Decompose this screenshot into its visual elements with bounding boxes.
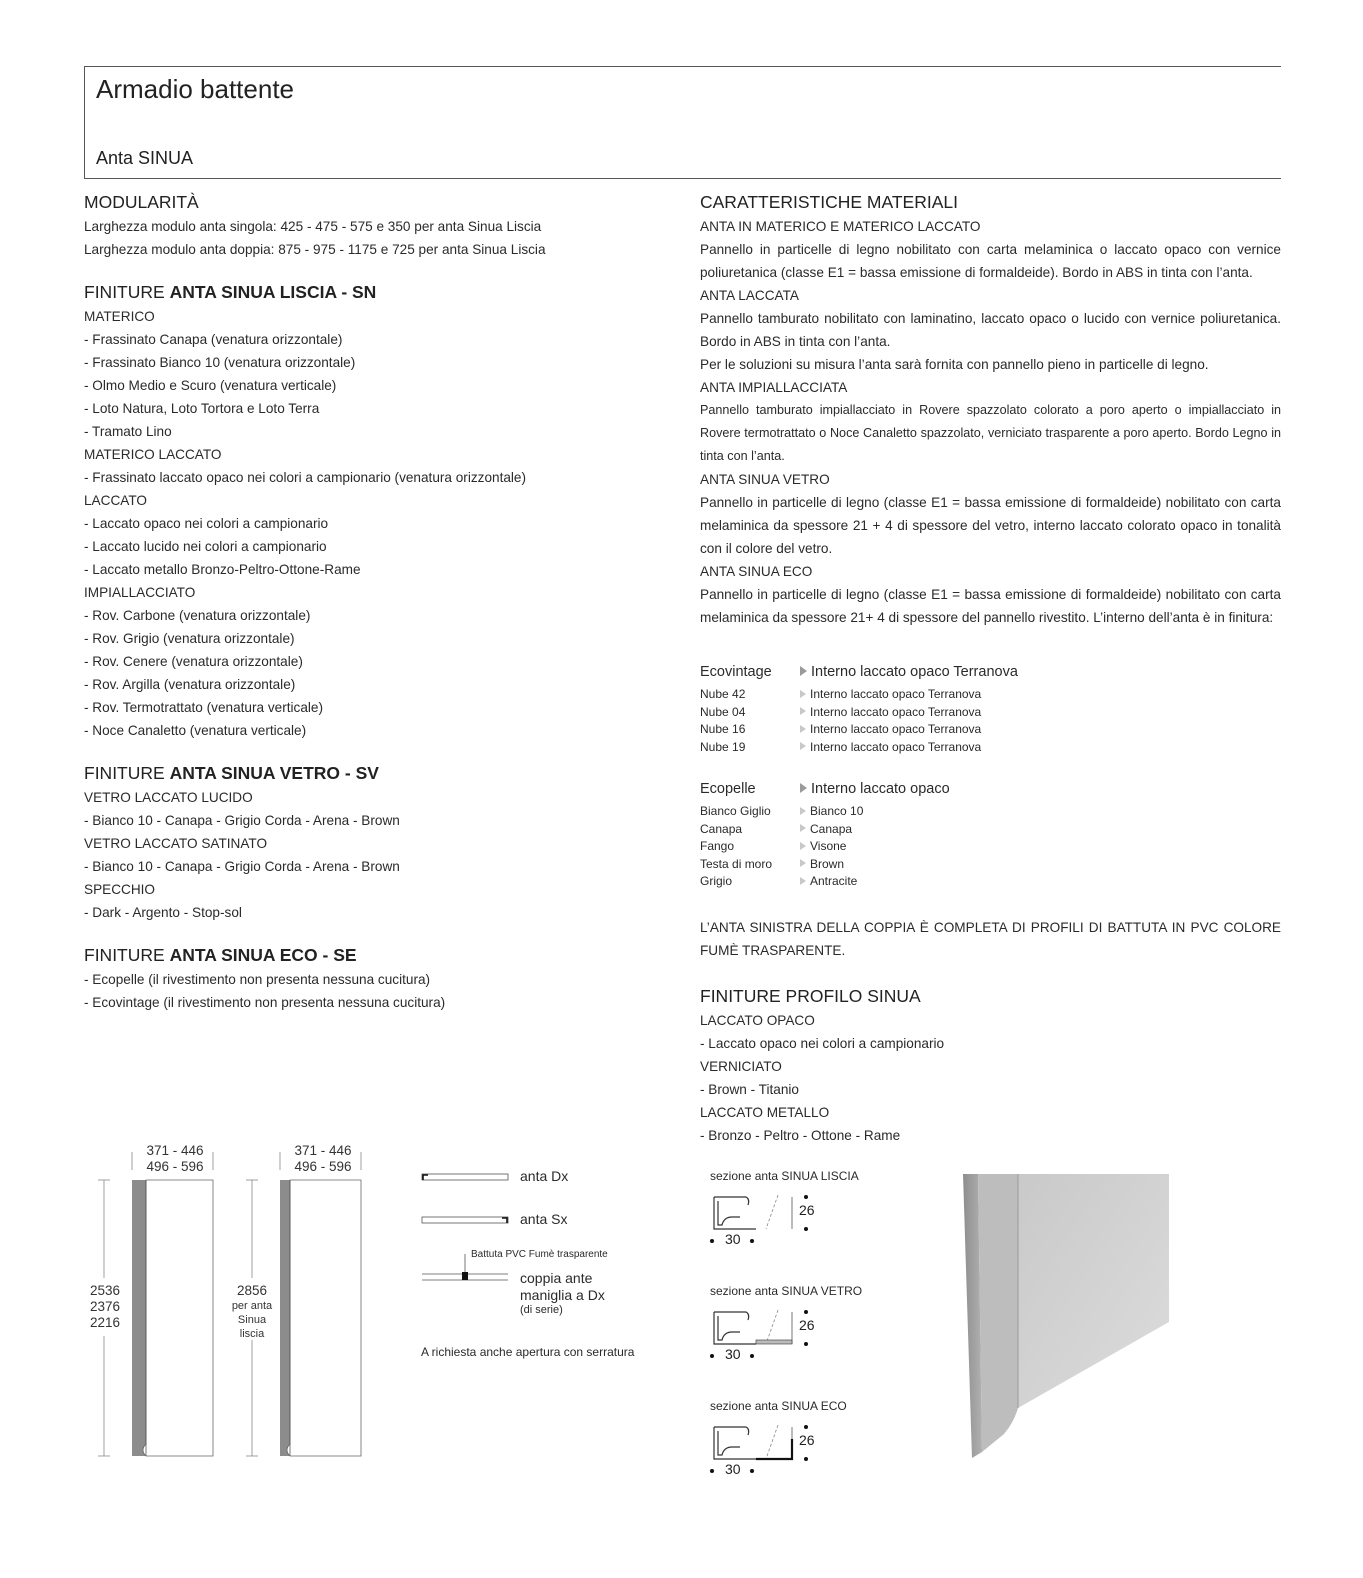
liscia-item: - Loto Natura, Loto Tortora e Loto Terra [84, 401, 320, 416]
liscia-heading: FINITURE ANTA SINUA LISCIA - SN [84, 282, 377, 302]
material-text: Per le soluzioni su misura l’anta sarà fornita con pannello pieno in particelle di legno. [700, 357, 1209, 372]
anta-sx-label: anta Sx [520, 1211, 568, 1227]
caratteristiche-blocks [700, 215, 1281, 629]
profilo-item: LACCATO OPACO [700, 1013, 815, 1028]
width-dim-2: 371 - 446 496 - 596 [294, 1143, 352, 1174]
modularita-line: Larghezza modulo anta doppia: 875 - 975 - 1175 e 725 per anta Sinua Liscia [84, 242, 546, 257]
vetro-item: VETRO LACCATO SATINATO [84, 836, 268, 851]
profilo-item: LACCATO METALLO [700, 1105, 830, 1120]
row-key: Nube 42 [700, 687, 746, 701]
row-key: Canapa [700, 821, 743, 836]
battuta-note: L’ANTA SINISTRA DELLA COPPIA È COMPLETA DI PROFILI DI BATTUTA IN PVC COLORE FUMÈ TRASPARENTE. [700, 920, 1281, 958]
vetro-item: - Bianco 10 - Canapa - Grigio Corda - Arena - Brown [84, 813, 400, 828]
liscia-item: - Tramato Lino [84, 424, 172, 439]
vetro-item: VETRO LACCATO LUCIDO [84, 790, 253, 805]
section-drawing [704, 1189, 814, 1251]
triangle-icon [800, 725, 806, 733]
triangle-icon [800, 742, 806, 750]
caratteristiche-heading: CARATTERISTICHE MATERIALI [700, 192, 958, 212]
right-column [700, 189, 1281, 629]
liscia-item: - Rov. Carbone (venatura orizzontale) [84, 608, 311, 623]
liscia-item: - Laccato metallo Bronzo-Peltro-Ottone-Rame [84, 562, 361, 577]
profilo-heading: FINITURE PROFILO SINUA [700, 986, 921, 1006]
vetro-item: - Dark - Argento - Stop-sol [84, 905, 242, 920]
liscia-item: LACCATO [84, 493, 147, 508]
row-key: Fango [700, 839, 735, 853]
section-width: 30 [725, 1346, 741, 1362]
row-value: Visone [800, 838, 846, 856]
section-width: 30 [725, 1461, 741, 1477]
ecovintage-row [700, 721, 1100, 739]
section-label: sezione anta SINUA VETRO [710, 1284, 863, 1298]
left-column [84, 189, 664, 1014]
material-title: ANTA SINUA ECO [700, 564, 813, 579]
ecovintage-table [700, 660, 1100, 756]
row-value: Antracite [800, 873, 857, 891]
triangle-icon [800, 859, 806, 867]
serratura-note: A richiesta anche apertura con serratura [421, 1345, 635, 1359]
liscia-item: - Olmo Medio e Scuro (venatura verticale) [84, 378, 337, 393]
liscia-item: - Rov. Grigio (venatura orizzontale) [84, 631, 295, 646]
triangle-icon [800, 783, 807, 793]
liscia-item: - Laccato lucido nei colori a campionario [84, 539, 327, 554]
material-text: Pannello tamburato nobilitato con laminatino, laccato opaco o lucido con vernice poliuretanica. Bordo in ABS in tinta con l’anta. [700, 311, 1281, 349]
ecopelle-row [700, 856, 1100, 874]
row-key: Bianco Giglio [700, 804, 771, 818]
row-key: Nube 16 [700, 722, 746, 736]
ecopelle-row [700, 821, 1100, 839]
material-text: Pannello in particelle di legno (classe E1 = bassa emissione di formaldeide) nobilitato con carta melaminica da spessore 21+ 4 di spessore del pannello rivestito. L’interno dell’anta è in finitura: [700, 587, 1281, 625]
row-key: Nube 19 [700, 739, 746, 754]
row-value: Interno laccato opaco Terranova [800, 686, 981, 704]
battuta-label: Battuta PVC Fumè trasparente [471, 1249, 608, 1260]
row-key: Nube 04 [700, 704, 746, 719]
ecopelle-head: Ecopelle Interno laccato opaco [700, 781, 950, 797]
ecovintage-row [700, 739, 1100, 757]
triangle-icon [800, 666, 807, 676]
liscia-item: MATERICO LACCATO [84, 447, 222, 462]
material-title: ANTA LACCATA [700, 288, 799, 303]
triangle-icon [800, 877, 806, 885]
ecopelle-row [700, 803, 1100, 821]
liscia-item: - Rov. Argilla (venatura orizzontale) [84, 677, 296, 692]
liscia-item: - Frassinato Canapa (venatura orizzontale) [84, 332, 343, 347]
ecovintage-head: Ecovintage Interno laccato opaco Terranova [700, 664, 1018, 680]
triangle-icon [800, 842, 806, 850]
eco-item: - Ecopelle (il rivestimento non presenta nessuna cucitura) [84, 972, 431, 987]
liscia-item: - Frassinato laccato opaco nei colori a campionario (venatura orizzontale) [84, 470, 527, 485]
profilo-item: - Laccato opaco nei colori a campionario [700, 1036, 945, 1051]
eco-heading: FINITURE ANTA SINUA ECO - SE [84, 945, 357, 965]
row-value: Bianco 10 [800, 803, 863, 821]
vetro-item: - Bianco 10 - Canapa - Grigio Corda - Arena - Brown [84, 859, 400, 874]
eco-list [84, 968, 664, 1014]
liscia-item: IMPIALLACCIATO [84, 585, 196, 600]
section-drawing [704, 1419, 814, 1481]
liscia-list [84, 305, 664, 742]
liscia-item: - Frassinato Bianco 10 (venatura orizzontale) [84, 355, 356, 370]
plan-views [420, 1168, 515, 1288]
section-drawing [704, 1304, 814, 1366]
ecovintage-row [700, 686, 1100, 704]
row-value: Interno laccato opaco Terranova [800, 704, 981, 722]
material-title: ANTA IMPIALLACCIATA [700, 380, 848, 395]
material-text: Pannello tamburato impiallacciato in Rovere spazzolato colorato a poro aperto o impiallacciato in Rovere termotrattato o Noce Canaletto spazzolato, verniciato trasparente a poro aperto. Bordo Legno in tinta con l’anta. [700, 403, 1281, 463]
liscia-item: - Noce Canaletto (venatura verticale) [84, 723, 307, 738]
triangle-icon [800, 690, 806, 698]
section-height: 26 [799, 1317, 815, 1333]
liscia-item: MATERICO [84, 309, 155, 324]
section-height: 26 [799, 1432, 815, 1448]
height-dim-2: 2856 per anta Sinua liscia [231, 1283, 273, 1340]
modularita-line: Larghezza modulo anta singola: 425 - 475 - 575 e 350 per anta Sinua Liscia [84, 219, 542, 234]
material-text: Pannello in particelle di legno nobilitato con carta melaminica o laccato opaco con vernice poliuretanica (classe E1 = bassa emissione di formaldeide). Bordo in ABS in tinta con l’anta. [700, 242, 1281, 280]
vetro-item: SPECCHIO [84, 882, 156, 897]
vetro-heading: FINITURE ANTA SINUA VETRO - SV [84, 763, 379, 783]
liscia-item: - Rov. Termotrattato (venatura verticale) [84, 700, 323, 715]
profilo-section [700, 983, 1281, 1147]
triangle-icon [800, 707, 806, 715]
liscia-item: - Rov. Cenere (venatura orizzontale) [84, 654, 303, 669]
row-value: Brown [800, 856, 844, 874]
page-subtitle: Anta SINUA [96, 148, 194, 168]
door-profile-render [958, 1172, 1173, 1462]
anta-dx-plan [422, 1174, 508, 1180]
profilo-item: - Bronzo - Peltro - Ottone - Rame [700, 1128, 901, 1143]
triangle-icon [800, 824, 806, 832]
vetro-list [84, 786, 664, 924]
row-key: Testa di moro [700, 856, 773, 871]
page-title: Armadio battente [96, 74, 295, 104]
material-text: Pannello in particelle di legno (classe E1 = bassa emissione di formaldeide) nobilitato con carta melaminica da spessore 21 + 4 di spessore del vetro, interno laccato colorato opaco in tonalità con il colore del vetro. [700, 495, 1281, 556]
triangle-icon [800, 807, 806, 815]
section-label: sezione anta SINUA ECO [710, 1399, 847, 1413]
anta-sx-plan [422, 1217, 508, 1223]
eco-item: - Ecovintage (il rivestimento non presenta nessuna cucitura) [84, 995, 446, 1010]
height-dims: 2536 2376 2216 [89, 1283, 121, 1330]
profilo-item: VERNICIATO [700, 1059, 782, 1074]
ecopelle-row [700, 873, 1100, 891]
row-value: Canapa [800, 821, 852, 839]
material-title: ANTA SINUA VETRO [700, 472, 830, 487]
section-height: 26 [799, 1202, 815, 1218]
profilo-item: - Brown - Titanio [700, 1082, 799, 1097]
ecopelle-table [700, 777, 1100, 891]
section-width: 30 [725, 1231, 741, 1247]
section-label: sezione anta SINUA LISCIA [710, 1169, 859, 1183]
ecovintage-row [700, 704, 1100, 722]
coppia-label: coppia ante maniglia a Dx (di serie) [520, 1270, 605, 1316]
row-value: Interno laccato opaco Terranova [800, 739, 981, 757]
anta-dx-label: anta Dx [520, 1168, 569, 1184]
row-value: Interno laccato opaco Terranova [800, 721, 981, 739]
width-dim-1: 371 - 446 496 - 596 [146, 1143, 204, 1174]
liscia-item: - Laccato opaco nei colori a campionario [84, 516, 329, 531]
modularita-heading: MODULARITÀ [84, 192, 199, 212]
material-title: ANTA IN MATERICO E MATERICO LACCATO [700, 219, 981, 234]
ecopelle-row [700, 838, 1100, 856]
row-key: Grigio [700, 874, 733, 888]
